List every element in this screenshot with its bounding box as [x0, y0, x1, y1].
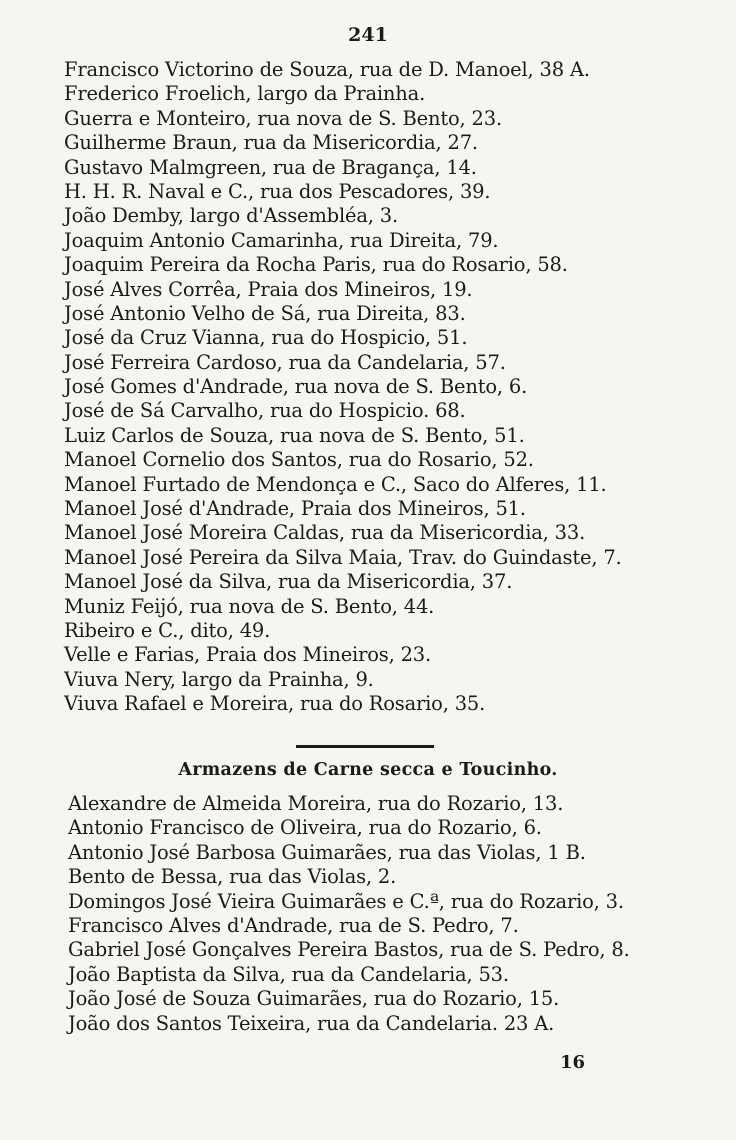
list-entry: João dos Santos Teixeira, rua da Candelaria. 23 A. [68, 1011, 555, 1035]
list-entry: José Alves Corrêa, Praia dos Mineiros, 19. [64, 277, 473, 301]
page-number: 241 [348, 24, 388, 46]
list-entry: Joaquim Pereira da Rocha Paris, rua do Rosario, 58. [64, 253, 568, 277]
list-entry: José da Cruz Vianna, rua do Hospicio, 51. [64, 326, 468, 350]
list-entry: João José de Souza Guimarães, rua do Rozario, 15. [68, 987, 560, 1011]
list-entry: Joaquim Antonio Camarinha, rua Direita, 79. [64, 228, 499, 252]
list-entry: Velle e Farias, Praia dos Mineiros, 23. [64, 643, 431, 667]
warehouse-list [68, 792, 630, 1036]
list-entry: Manoel Cornelio dos Santos, rua do Rosario, 52. [64, 448, 534, 472]
list-entry: Antonio José Barbosa Guimarães, rua das Violas, 1 B. [68, 840, 586, 864]
list-entry: José Antonio Velho de Sá, rua Direita, 83. [64, 301, 466, 325]
list-entry: Viuva Nery, largo da Prainha, 9. [64, 667, 374, 691]
list-entry: Francisco Victorino de Souza, rua de D. Manoel, 38 A. [64, 58, 590, 81]
list-entry: Manoel José Moreira Caldas, rua da Misericordia, 33. [64, 521, 586, 545]
list-entry: João Baptista da Silva, rua da Candelaria, 53. [68, 962, 509, 986]
list-entry: Guerra e Monteiro, rua nova de S. Bento, 23. [64, 106, 502, 130]
list-entry: Domingos José Vieira Guimarães e C.ª, rua do Rozario, 3. [68, 889, 624, 913]
list-entry: José de Sá Carvalho, rua do Hospicio. 68. [64, 399, 466, 423]
list-entry: Frederico Froelich, largo da Prainha. [64, 82, 426, 106]
list-entry: Gabriel José Gonçalves Pereira Bastos, rua de S. Pedro, 8. [68, 938, 630, 962]
list-entry: Ribeiro e C., dito, 49. [64, 618, 271, 642]
list-entry: José Gomes d'Andrade, rua nova de S. Bento, 6. [64, 375, 528, 399]
list-entry: Gustavo Malmgreen, rua de Bragança, 14. [64, 155, 477, 179]
list-entry: Luiz Carlos de Souza, rua nova de S. Bento, 51. [64, 423, 525, 447]
list-entry: Guilherme Braun, rua da Misericordia, 27. [64, 131, 478, 155]
list-entry: Viuva Rafael e Moreira, rua do Rosario, 35. [64, 692, 486, 716]
list-entry: Antonio Francisco de Oliveira, rua do Rozario, 6. [68, 816, 542, 840]
section-heading: Armazens de Carne secca e Toucinho. [178, 760, 558, 780]
list-entry: Muniz Feijó, rua nova de S. Bento, 44. [64, 594, 435, 618]
list-entry: Francisco Alves d'Andrade, rua de S. Pedro, 7. [68, 913, 519, 937]
list-entry: Manoel Furtado de Mendonça e C., Saco do Alferes, 11. [64, 472, 607, 496]
printer-signature-mark: 16 [560, 1052, 586, 1073]
list-entry: H. H. R. Naval e C., rua dos Pescadores, 39. [64, 179, 491, 203]
merchant-list [64, 58, 622, 717]
list-entry: Bento de Bessa, rua das Violas, 2. [68, 865, 397, 889]
list-entry: João Demby, largo d'Assembléa, 3. [64, 204, 398, 228]
list-entry: José Ferreira Cardoso, rua da Candelaria, 57. [64, 350, 506, 374]
list-entry: Manoel José da Silva, rua da Misericordia, 37. [64, 570, 513, 594]
list-entry: Manoel José Pereira da Silva Maia, Trav. do Guindaste, 7. [64, 545, 622, 569]
section-divider [296, 745, 434, 748]
list-entry: Alexandre de Almeida Moreira, rua do Rozario, 13. [68, 792, 564, 815]
list-entry: Manoel José d'Andrade, Praia dos Mineiros, 51. [64, 497, 526, 521]
